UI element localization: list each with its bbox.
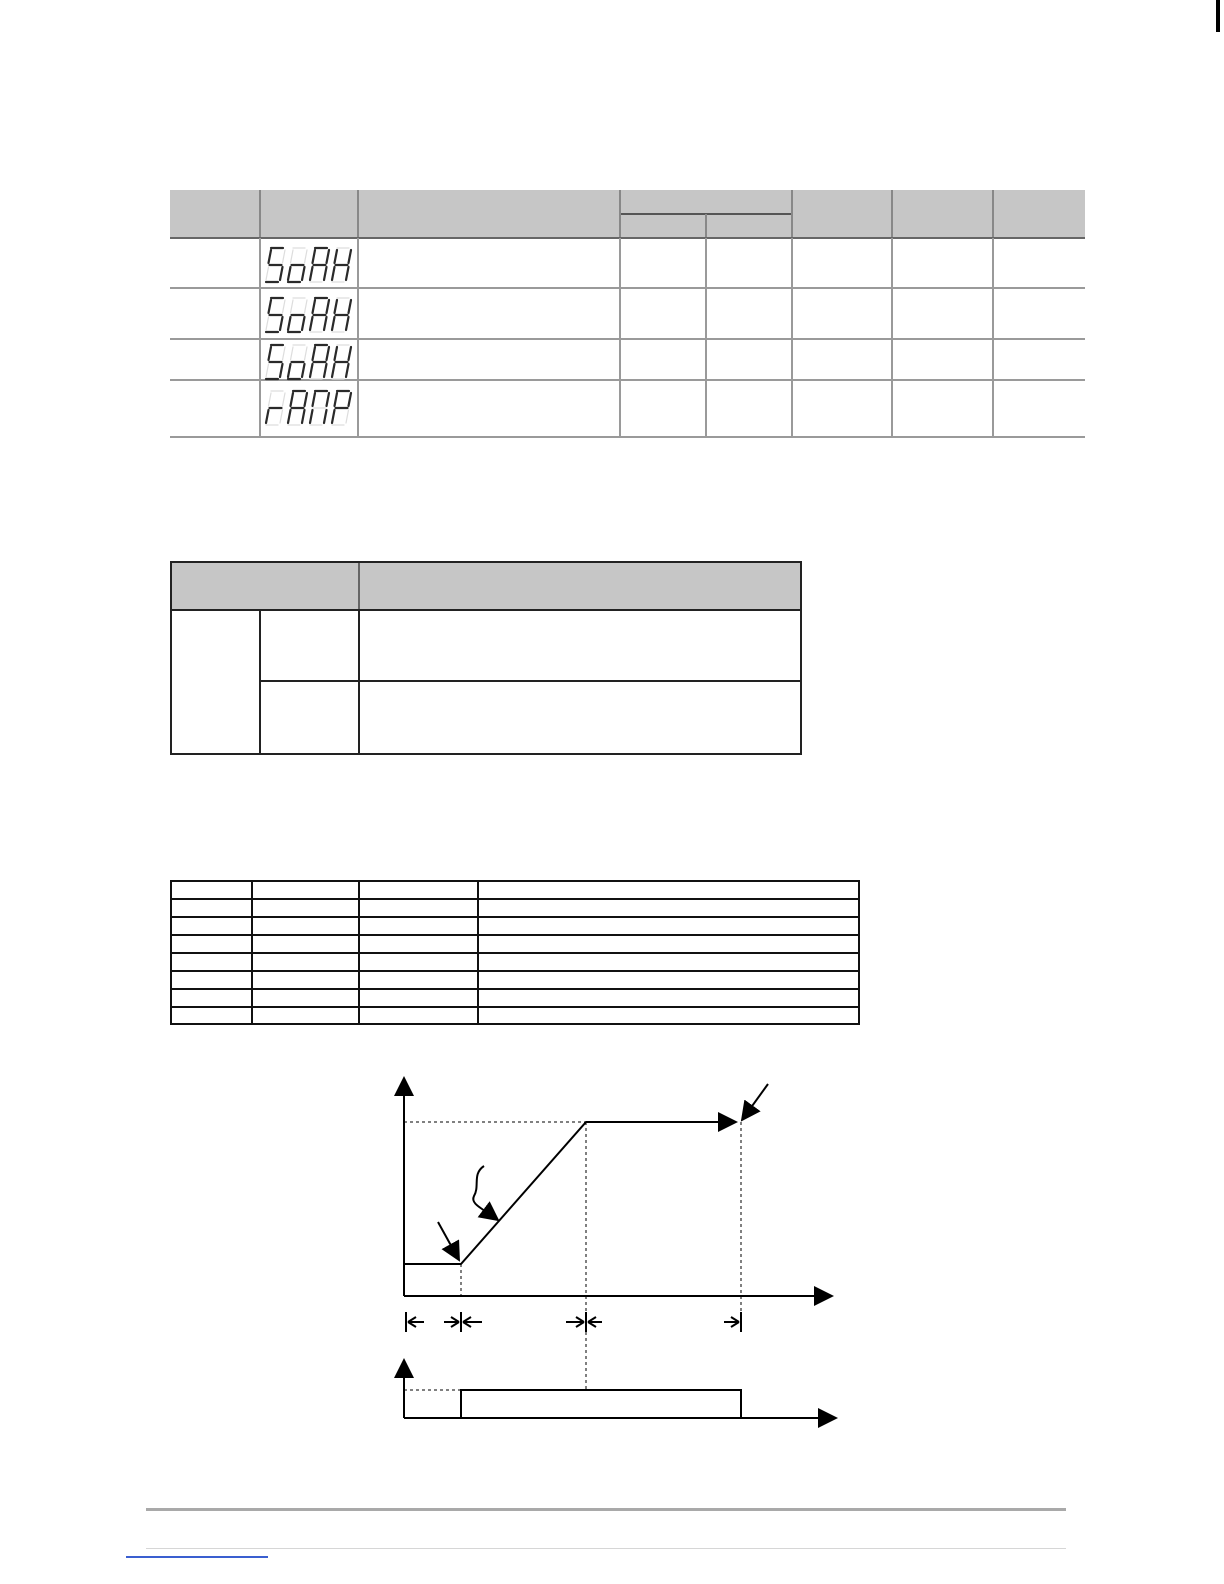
- seven-segment-display-icon: [262, 295, 354, 335]
- ramp-arrow-icon: [473, 1166, 498, 1220]
- seven-segment-display-icon: [262, 245, 354, 285]
- seven-segment-display-icon: [262, 342, 354, 382]
- ramp-soak-diagram: [380, 1070, 850, 1430]
- footer-rule-bottom: [146, 1548, 1066, 1549]
- seven-segment-display-icon: [262, 388, 354, 428]
- end-arrow-icon: [742, 1084, 768, 1120]
- start-arrow-icon: [438, 1222, 459, 1260]
- profile-line: [404, 1122, 736, 1264]
- footer-link-underline[interactable]: [126, 1556, 268, 1558]
- top-right-mark: [1216, 0, 1220, 32]
- grid-table: [170, 880, 860, 1025]
- table-header: [172, 563, 800, 609]
- option-table: [170, 561, 802, 755]
- footer-rule: [146, 1508, 1066, 1511]
- output-signal: [461, 1390, 741, 1418]
